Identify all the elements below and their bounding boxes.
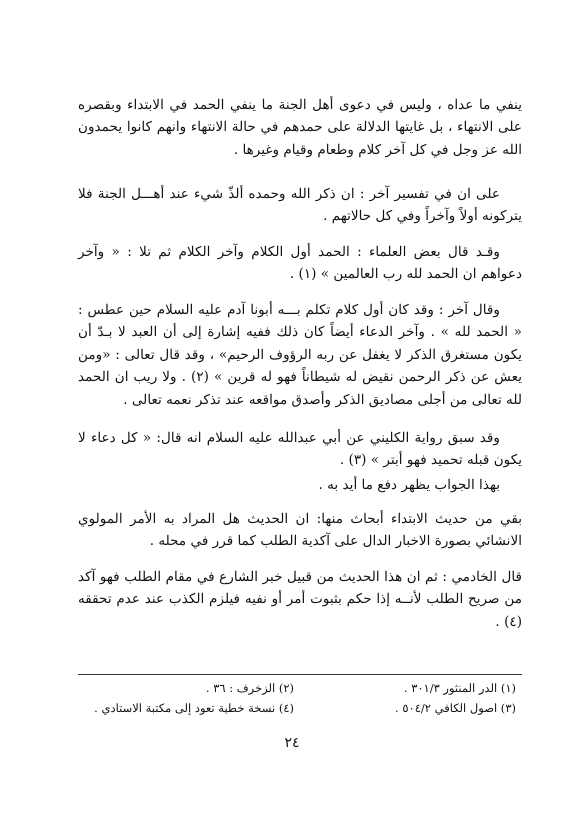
- page-number: ٢٤: [284, 735, 300, 751]
- paragraph-text: وقال آخر : وقد كان أول كلام تكلم بـــه أبونا آدم عليه السلام حين عطس : « الحمد لله » . وآخر الدعاء أيضاً كان ذلك ففيه إشارة إلى أن العبد لا بـدّ أن يكون مستغرق الذكر لا يغفل عن ربه الرؤوف الرحيم» ، وقد قال تعالى : «ومن يعش عن ذكر الرحمن نقيض له شيطاناً فهو له قرين » (٢) . ولا ريب ان الحمد لله تعالى من أجلى مصاديق الذكر وأصدق مواقعه عند تذكر نعمه تعالى .: [78, 302, 522, 408]
- footnote: (٣) اصول الكافي ٥٠٤/٢ .: [395, 701, 516, 715]
- paragraph: بقي من حديث الابتداء أبحاث منها: ان الحديث هل المراد به الأمر المولوي الانشائي بصورة الاخبار الدال على آكدية الطلب كما قرر في محله .: [78, 511, 522, 550]
- paragraph: [78, 299, 522, 415]
- paragraph: ينفي ما عداه ، وليس في دعوى أهل الجنة ما ينفي الحمد في الابتداء وبقصره على الانتهاء ، بل غايتها الدلالة على حمدهم في حالة الانتهاء وانهم كانوا يحمدون الله عز وجل في كل آخر كلام وطعام وقيام وغيرها .: [78, 97, 522, 158]
- paragraph-text: بهذا الجواب يظهر دفع ما أيد به .: [318, 477, 500, 493]
- paragraph: [78, 474, 522, 496]
- footnote: (١) الدر المنثور ٣٠١/٣ .: [403, 681, 516, 695]
- footnotes: [78, 678, 522, 718]
- paragraph: [78, 183, 522, 229]
- paragraph-text: وقد سبق رواية الكليني عن أبي عبدالله عليه السلام انه قال: « كل دعاء لا يكون قبله تحميد فهو أبتر » (٣) .: [78, 430, 522, 469]
- footnote-row: [78, 698, 522, 718]
- paragraph-text: وقـد قال بعض العلماء : الحمد أول الكلام وآخر الكلام ثم تلا : « وآخر دعواهم ان الحمد لله رب العالمين » (١) .: [78, 244, 522, 283]
- paragraph: [78, 241, 522, 287]
- footnote-row: [78, 678, 522, 698]
- footnote-separator: [78, 674, 522, 675]
- footnote: (٤) نسخة خطية تعود إلى مكتبة الاستادي .: [94, 701, 294, 715]
- paragraph-text: على ان في تفسير آخر : ان ذكر الله وحمده ألذّ شيء عند أهـــل الجنة فلا يتركونه أولاً وآخراً وفي كل حالاتهم .: [78, 186, 522, 225]
- paragraph: [78, 427, 522, 473]
- footnote: (٢) الزخرف : ٣٦ .: [205, 681, 294, 695]
- body-text: [78, 94, 522, 636]
- paragraph: قال الخادمي : ثم ان هذا الحديث من قبيل خبر الشارع في مقام الطلب فهو آكد من صريح الطلب لأنــه إذا حكم بثبوت أمر أو نفيه فيلزم الكذب عند عدم تحققه (٤) .: [78, 569, 522, 630]
